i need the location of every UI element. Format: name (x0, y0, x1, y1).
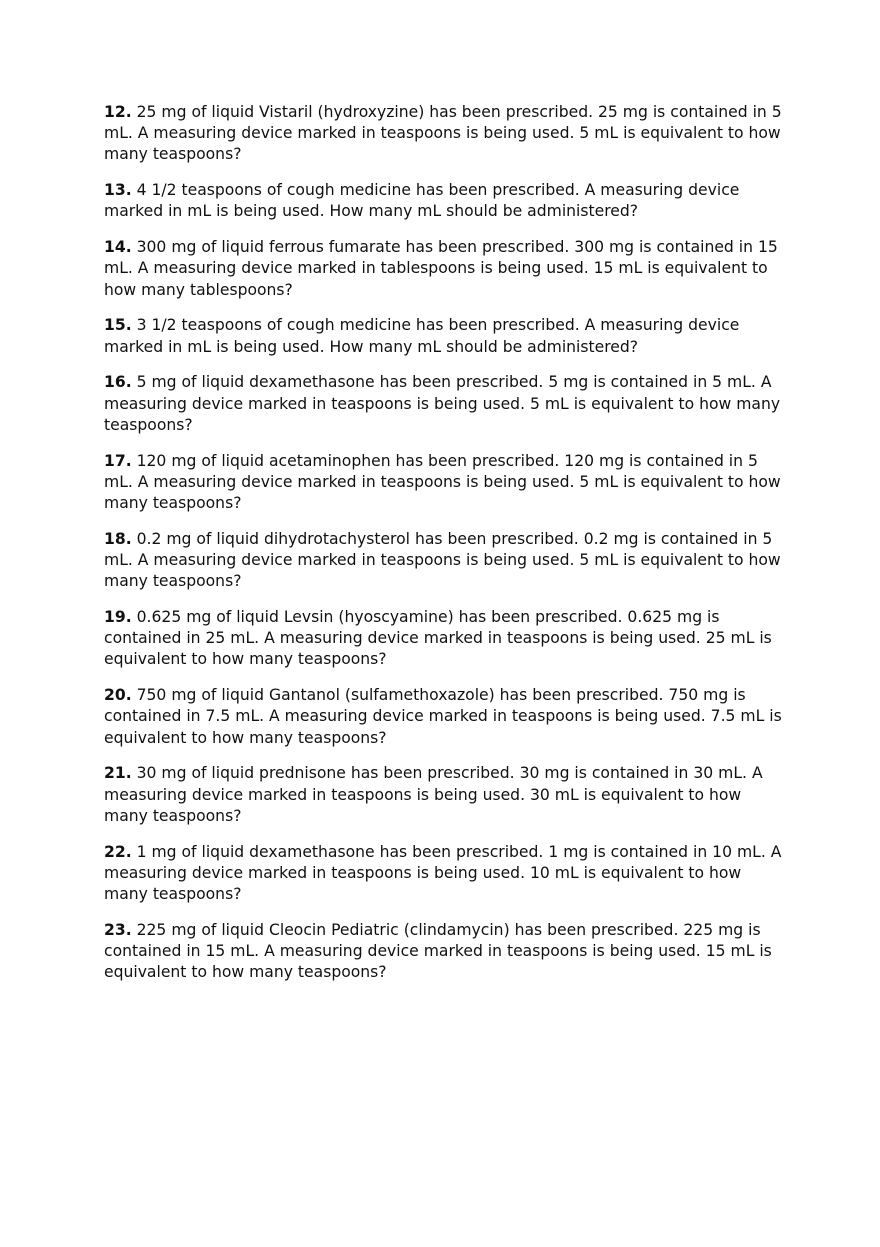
question-number: 16. (104, 373, 132, 392)
question-number: 22. (104, 842, 132, 861)
question-23 (104, 920, 784, 984)
question-20 (104, 685, 784, 749)
question-text: 300 mg of liquid ferrous fumarate has been prescribed. 300 mg is contained in 15 mL. A measuring device marked in tablespoons is being used. 15 mL is equivalent to how many tablespoons? (104, 238, 778, 299)
question-17 (104, 451, 784, 515)
question-number: 19. (104, 608, 132, 627)
question-number: 13. (104, 181, 132, 200)
question-text: 225 mg of liquid Cleocin Pediatric (clindamycin) has been prescribed. 225 mg is contained in 15 mL. A measuring device marked in teaspoons is being used. 15 mL is equivalent to how many teaspoons? (104, 920, 772, 982)
question-22 (104, 842, 784, 906)
question-text: 0.2 mg of liquid dihydrotachysterol has been prescribed. 0.2 mg is contained in 5 mL. A measuring device marked in teaspoons is being used. 5 mL is equivalent to how many teaspoons? (104, 529, 781, 591)
question-text: 30 mg of liquid prednisone has been prescribed. 30 mg is contained in 30 mL. A measuring device marked in teaspoons is being used. 30 mL is equivalent to how many teaspoons? (104, 764, 763, 825)
question-text: 5 mg of liquid dexamethasone has been prescribed. 5 mg is contained in 5 mL. A measuring device marked in teaspoons is being used. 5 mL is equivalent to how many teaspoons? (104, 373, 781, 434)
question-21 (104, 763, 784, 827)
question-number: 14. (104, 238, 132, 257)
question-number: 12. (104, 103, 132, 121)
question-text: 3 1/2 teaspoons of cough medicine has been prescribed. A measuring device marked in mL is being used. How many mL should be administered? (104, 316, 740, 356)
question-number: 18. (104, 529, 132, 548)
question-text: 750 mg of liquid Gantanol (sulfamethoxazole) has been prescribed. 750 mg is contained in 7.5 mL. A measuring device marked in teaspoons is being used. 7.5 mL is equivalent to how many teaspoons? (104, 686, 782, 747)
question-text: 120 mg of liquid acetaminophen has been prescribed. 120 mg is contained in 5 mL. A measuring device marked in teaspoons is being used. 5 mL is equivalent to how many teaspoons? (104, 451, 781, 513)
question-text: 1 mg of liquid dexamethasone has been prescribed. 1 mg is contained in 10 mL. A measuring device marked in teaspoons is being used. 10 mL is equivalent to how many teaspoons? (104, 842, 782, 904)
question-18 (104, 529, 784, 593)
question-16 (104, 372, 784, 436)
question-number: 21. (104, 764, 132, 783)
question-text: 4 1/2 teaspoons of cough medicine has been prescribed. A measuring device marked in mL is being used. How many mL should be administered? (104, 181, 740, 221)
question-number: 17. (104, 451, 132, 470)
question-15 (104, 315, 784, 357)
question-text: 25 mg of liquid Vistaril (hydroxyzine) has been prescribed. 25 mg is contained in 5 mL. A measuring device marked in teaspoons is being used. 5 mL is equivalent to how many teaspoons? (104, 103, 782, 164)
question-text: 0.625 mg of liquid Levsin (hyoscyamine) has been prescribed. 0.625 mg is contained in 25 mL. A measuring device marked in teaspoons is being used. 25 mL is equivalent to how many teaspoons? (104, 608, 772, 669)
question-list (104, 102, 784, 998)
question-19 (104, 607, 784, 671)
question-number: 20. (104, 686, 132, 705)
question-number: 15. (104, 316, 132, 335)
question-13 (104, 180, 784, 222)
question-number: 23. (104, 920, 132, 939)
question-12 (104, 102, 784, 166)
question-14 (104, 237, 784, 301)
